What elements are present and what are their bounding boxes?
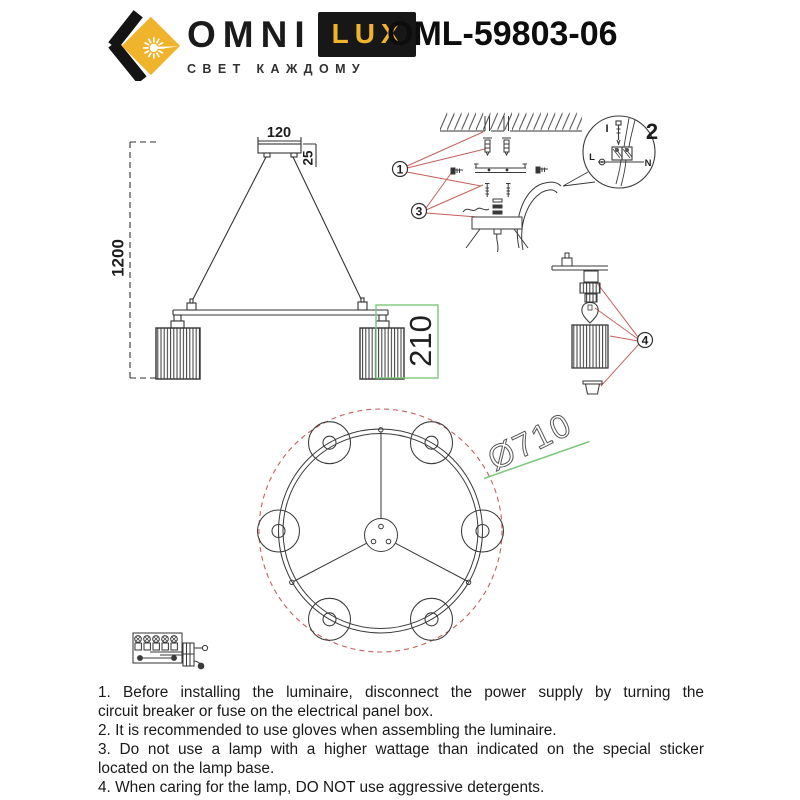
callout-4: 4: [641, 333, 649, 348]
terminal-live-label: L: [589, 152, 595, 163]
candle-bulb: [582, 303, 598, 324]
dim-canopy-height: 25: [300, 150, 316, 166]
instruction-line: 1. Before installing the luminaire, disconnect the power supply by turning the: [98, 684, 704, 701]
center-hub: [365, 519, 398, 552]
dim-ring-diameter: Ø710: [481, 405, 578, 478]
instruction-line: 4. When caring for the lamp, DO NOT use aggressive detergents.: [98, 779, 545, 796]
terminal-mark-label: I: [605, 123, 609, 135]
brand-name: OMNI: [187, 13, 312, 55]
instruction-line: 2. It is recommended to use gloves when assembling the luminaire.: [98, 722, 557, 739]
callout-2: 2: [645, 119, 659, 144]
brand-tagline: СВЕТ КАЖДОМУ: [187, 62, 367, 76]
callout-1: 1: [396, 162, 404, 177]
right-shade: [360, 328, 404, 379]
instruction-line: located on the lamp base.: [98, 760, 275, 777]
instruction-line: 3. Do not use a lamp with a higher wattage than indicated on the special sticker: [98, 741, 704, 758]
wall-anchors: [483, 138, 511, 155]
canopy: [472, 217, 522, 229]
dim-suspension-height: 1200: [108, 239, 128, 277]
mounting-bracket: [474, 164, 527, 173]
callout-3: 3: [415, 204, 423, 219]
mains-wire: [517, 182, 561, 248]
dim-shade-height: 210: [403, 315, 439, 367]
front-view-drawing: [108, 125, 404, 379]
supply-wire: [463, 208, 489, 212]
bottom-cup: [583, 381, 602, 394]
terminal-block: [612, 147, 632, 160]
fixing-screws: [485, 184, 511, 198]
detail-shade: [572, 325, 608, 368]
bulb-base: [585, 294, 597, 302]
left-shade: [156, 328, 200, 379]
mains-wire-2: [522, 190, 557, 250]
connector-block: [183, 643, 194, 666]
shade-assembly-detail: [552, 253, 608, 394]
dim-canopy-width: 120: [266, 125, 292, 141]
model-number: OML-59803-06: [387, 15, 618, 53]
lamp-socket: [584, 271, 598, 282]
wiring-diagram: [133, 633, 208, 669]
shade-ring: [580, 283, 600, 293]
terminal-neutral-label: N: [644, 158, 652, 169]
instruction-line: circuit breaker or fuse on the electrical panel box.: [98, 703, 434, 720]
ceiling-hatch: [440, 112, 582, 131]
safety-instructions: [98, 683, 704, 797]
terminal-screws: [135, 636, 178, 650]
top-view-drawing: [258, 405, 590, 652]
brand-lux-badge: LUX: [318, 12, 416, 57]
